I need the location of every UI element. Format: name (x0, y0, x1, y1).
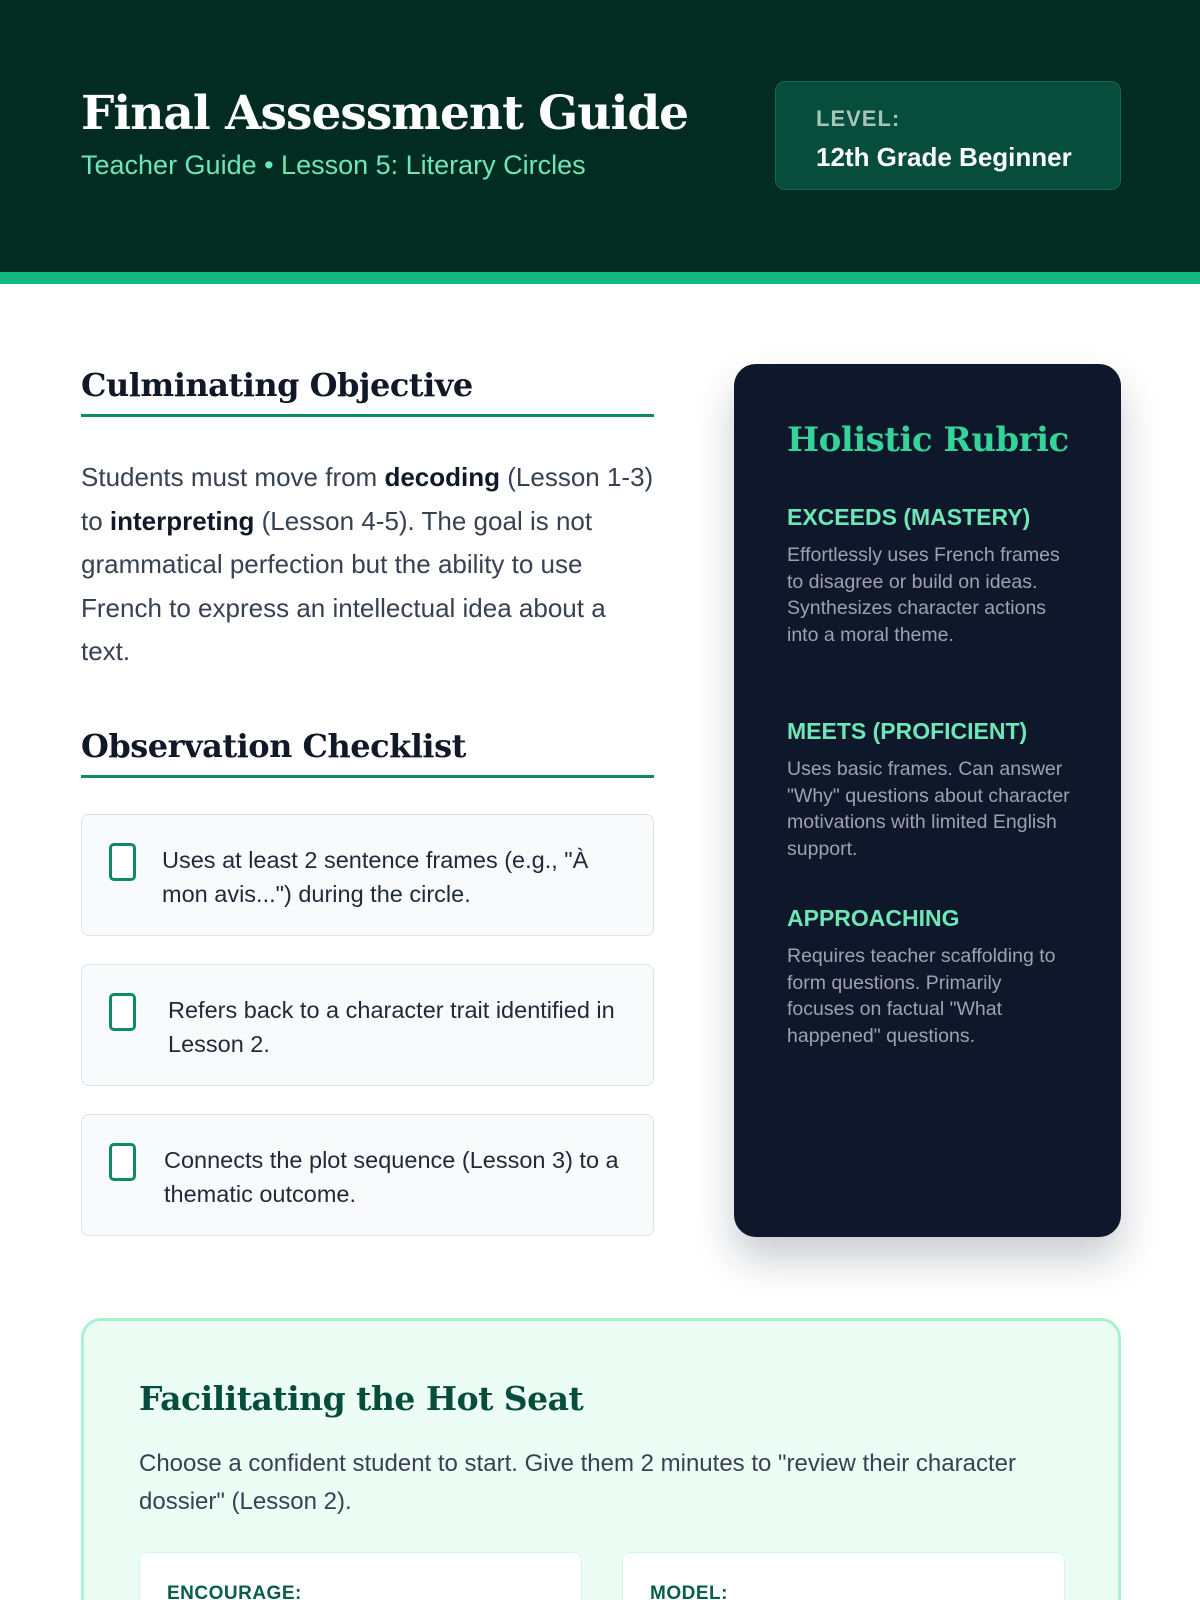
objective-heading: Culminating Objective (81, 366, 654, 417)
objective-text-2: (Lesson 1-3) to (81, 462, 654, 536)
objective-bold-decoding: decoding (384, 462, 501, 492)
page-header (0, 0, 1200, 272)
rubric-level-approaching: APPROACHING (787, 905, 960, 931)
level-value: 12th Grade Beginner (816, 142, 1072, 172)
checkbox[interactable] (109, 1143, 136, 1181)
header-accent-stripe (0, 272, 1200, 284)
hotseat-title: Facilitating the Hot Seat (139, 1379, 584, 1418)
rubric-level-exceeds: EXCEEDS (MASTERY) (787, 504, 1031, 530)
hotseat-section (81, 1318, 1121, 1600)
checklist-heading: Observation Checklist (81, 727, 654, 778)
hotseat-paragraph: Choose a confident student to start. Give them 2 minutes to "review their character dossier" (Lesson 2). (139, 1450, 1016, 1515)
objective-paragraph (81, 456, 656, 674)
encourage-label: ENCOURAGE: (167, 1583, 302, 1600)
objective-text-1: Students must move from (81, 462, 385, 492)
objective-bold-interpreting: interpreting (109, 505, 255, 536)
checkbox[interactable] (109, 993, 136, 1031)
checklist-item[interactable] (81, 1114, 654, 1236)
checkbox[interactable] (109, 843, 136, 881)
rubric-description-exceeds: Effortlessly uses French frames to disagree or build on ideas. Synthesizes character actions into a moral theme. (787, 544, 1060, 646)
encourage-card (139, 1552, 582, 1600)
rubric-description-approaching: Requires teacher scaffolding to form questions. Primarily focuses on factual "What happened" questions. (787, 945, 1056, 1047)
checklist-item[interactable] (81, 814, 654, 936)
objective-text-3: (Lesson 4-5). The goal is not grammatical perfection but the ability to use French to express an intellectual idea about a text. (81, 505, 606, 666)
checklist-item[interactable] (81, 964, 654, 1086)
level-label: LEVEL: (816, 106, 901, 131)
checklist-item-label: Connects the plot sequence (Lesson 3) to a thematic outcome. (164, 1147, 619, 1207)
rubric-description-meets: Uses basic frames. Can answer "Why" questions about character motivations with limited English support. (787, 758, 1070, 860)
document-subtitle: Teacher Guide • Lesson 5: Literary Circles (81, 150, 586, 180)
level-badge (775, 81, 1121, 190)
document-title: Final Assessment Guide (81, 86, 689, 141)
rubric-level-meets: MEETS (PROFICIENT) (787, 718, 1028, 744)
rubric-panel (734, 364, 1121, 1237)
checklist-item-label: Uses at least 2 sentence frames (e.g., "À mon avis...") during the circle. (162, 847, 589, 907)
rubric-title: Holistic Rubric (787, 420, 1069, 460)
checklist-item-label: Refers back to a character trait identified in Lesson 2. (168, 997, 615, 1057)
model-card (622, 1552, 1065, 1600)
model-label: MODEL: (650, 1583, 728, 1600)
